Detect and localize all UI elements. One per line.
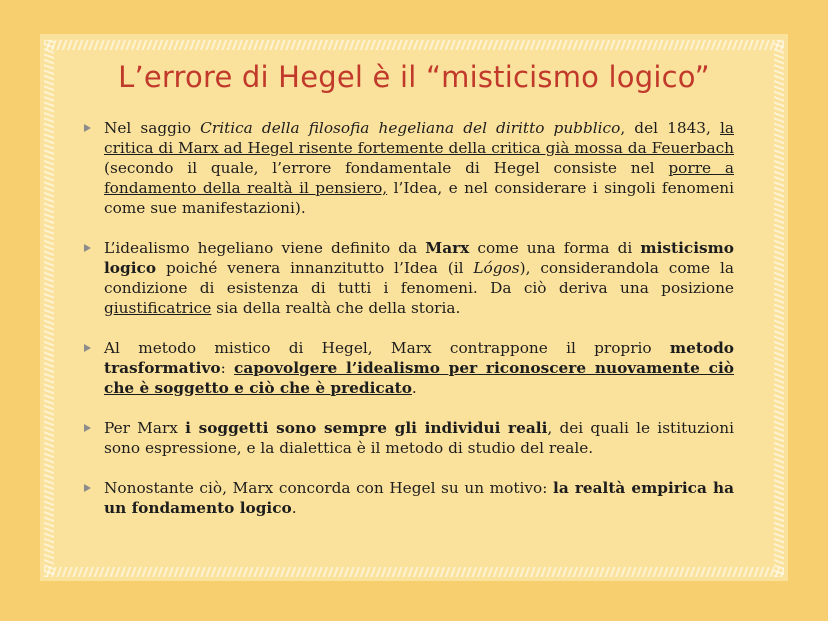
bullet-item-3 [82,338,734,398]
bottom-border-decoration [44,567,784,577]
text-run: L’idealismo hegeliano viene definito da [104,239,426,257]
underlined-text: la critica di Marx ad Hegel risente fortemente della critica già mossa da Feuerbach [104,119,735,157]
text-run: Nel saggio [104,119,201,137]
bold-text: misticismo logico [104,239,735,277]
text-run: ), considerandola come la condizione di esistenza di tutti i fenomeni. Da ciò deriva una posizione [104,259,734,297]
bullet-item-5 [82,478,734,518]
work-title: Critica della filosofia hegeliana del diritto pubblico [200,119,621,137]
text-run: . [291,499,297,517]
text-run: poiché venera innanzitutto l’Idea (il [156,259,474,277]
text-run: (secondo il quale, l’errore fondamentale di Hegel consiste nel [104,159,669,177]
text-run: , dei quali le istituzioni sono espressione, e la dialettica è il metodo di studio del reale. [104,419,734,457]
triangle-bullet-icon [84,244,91,252]
bullet-item-2 [82,238,734,318]
text-run: Al metodo mistico di Hegel, Marx contrappone il proprio [104,339,670,357]
text-run: : [220,359,235,377]
bullet-item-1 [82,118,734,218]
italic-text: Lógos [473,259,520,277]
triangle-bullet-icon [84,344,91,352]
right-border-decoration [774,40,784,577]
bold-text: la realtà empirica ha un fondamento logico [104,479,734,517]
text-run: come una forma di [469,239,641,257]
bold-text: metodo trasformativo [104,339,734,377]
underlined-text: porre a fondamento della realtà il pensiero, [104,159,734,197]
triangle-bullet-icon [84,484,91,492]
bold-underlined-text: capovolgere l’idealismo per riconoscere nuovamente ciò che è soggetto e ciò che è predicato [104,359,734,397]
text-run: Per Marx [104,419,186,437]
text-run: sia della realtà che della storia. [211,299,461,317]
slide-title: L’errore di Hegel è il “misticismo logico” [118,60,710,94]
triangle-bullet-icon [84,424,91,432]
left-border-decoration [44,40,54,577]
bullet-list [82,118,734,538]
text-run: Nonostante ciò, Marx concorda con Hegel su un motivo: [104,479,554,497]
top-border-decoration [44,40,784,50]
text-run: l’Idea, e nel considerare i singoli fenomeni come sue manifestazioni). [104,179,735,217]
triangle-bullet-icon [84,124,91,132]
text-run: . [411,379,417,397]
bold-text: Marx [425,239,470,257]
text-run: , del 1843, [620,119,720,137]
underlined-text: giustificatrice [104,299,212,317]
bold-text: i soggetti sono sempre gli individui reali [185,419,548,437]
bullet-item-4 [82,418,734,458]
